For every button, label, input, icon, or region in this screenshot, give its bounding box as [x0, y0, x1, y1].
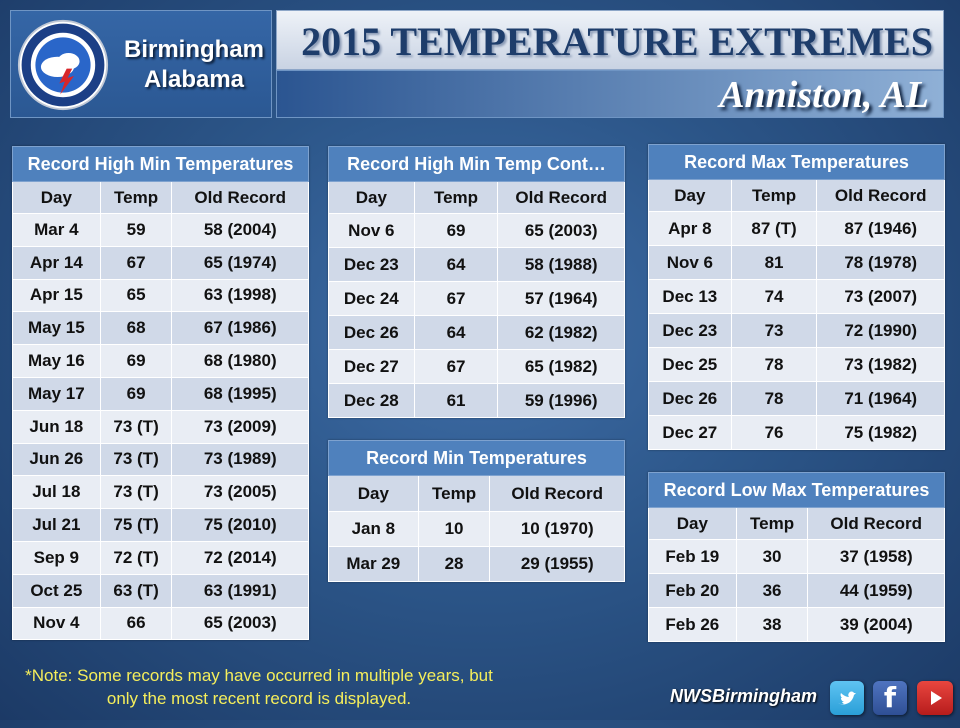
column-header: Day	[649, 180, 732, 212]
old-record-cell: 65 (2003)	[172, 607, 309, 640]
old-record-cell: 44 (1959)	[808, 574, 945, 608]
temp-cell: 61	[414, 384, 498, 418]
day-cell: Dec 13	[649, 280, 732, 314]
table-title: Record High Min Temperatures	[13, 147, 309, 182]
column-header: Old Record	[808, 508, 945, 540]
column-header: Old Record	[498, 182, 625, 214]
temp-cell: 68	[100, 312, 172, 345]
day-cell: Mar 29	[329, 547, 419, 582]
table-row	[649, 540, 945, 574]
old-record-cell: 78 (1978)	[817, 246, 945, 280]
old-record-cell: 72 (2014)	[172, 541, 309, 574]
temp-cell: 65	[100, 279, 172, 312]
old-record-cell: 75 (1982)	[817, 416, 945, 450]
column-header: Temp	[736, 508, 808, 540]
day-cell: Nov 6	[329, 214, 415, 248]
temp-cell: 72 (T)	[100, 541, 172, 574]
table-row	[329, 248, 625, 282]
day-cell: Nov 6	[649, 246, 732, 280]
old-record-cell: 65 (1982)	[498, 350, 625, 384]
old-record-cell: 63 (1998)	[172, 279, 309, 312]
youtube-play-glyph	[917, 681, 953, 715]
temp-cell: 74	[731, 280, 817, 314]
old-record-cell: 73 (2009)	[172, 410, 309, 443]
table-row	[13, 607, 309, 640]
temp-cell: 38	[736, 608, 808, 642]
temp-cell: 59	[100, 214, 172, 247]
old-record-cell: 87 (1946)	[817, 212, 945, 246]
record-high-min-cont-table	[328, 146, 625, 418]
temp-cell: 73	[731, 314, 817, 348]
old-record-cell: 65 (2003)	[498, 214, 625, 248]
day-cell: Jun 26	[13, 443, 101, 476]
day-cell: Nov 4	[13, 607, 101, 640]
column-header: Day	[649, 508, 737, 540]
table-header-row	[649, 180, 945, 212]
old-record-cell: 10 (1970)	[490, 512, 625, 547]
table-row	[329, 316, 625, 350]
day-cell: May 15	[13, 312, 101, 345]
temp-cell: 73 (T)	[100, 410, 172, 443]
table-row	[649, 246, 945, 280]
day-cell: Dec 27	[329, 350, 415, 384]
temp-cell: 78	[731, 382, 817, 416]
record-low-max-table	[648, 472, 945, 642]
day-cell: Apr 14	[13, 246, 101, 279]
old-record-cell: 75 (2010)	[172, 509, 309, 542]
old-record-cell: 59 (1996)	[498, 384, 625, 418]
column-header: Temp	[731, 180, 817, 212]
day-cell: May 17	[13, 377, 101, 410]
table-row	[13, 574, 309, 607]
table-row	[329, 384, 625, 418]
table-row	[13, 214, 309, 247]
day-cell: Jun 18	[13, 410, 101, 443]
day-cell: Mar 4	[13, 214, 101, 247]
temp-cell: 78	[731, 348, 817, 382]
table-row	[329, 214, 625, 248]
old-record-cell: 73 (1982)	[817, 348, 945, 382]
day-cell: Feb 26	[649, 608, 737, 642]
table-row	[329, 282, 625, 316]
column-header: Temp	[414, 182, 498, 214]
temp-cell: 73 (T)	[100, 476, 172, 509]
day-cell: Apr 15	[13, 279, 101, 312]
table-header-row	[329, 476, 625, 512]
footnote: *Note: Some records may have occurred in multiple years, but only the most recent record is displayed.	[25, 666, 493, 708]
day-cell: Dec 28	[329, 384, 415, 418]
social-handle: NWSBirmingham	[670, 686, 818, 706]
old-record-cell: 68 (1980)	[172, 345, 309, 378]
day-cell: Dec 26	[649, 382, 732, 416]
temp-cell: 69	[100, 345, 172, 378]
old-record-cell: 73 (1989)	[172, 443, 309, 476]
table-row	[329, 350, 625, 384]
table-row	[329, 512, 625, 547]
youtube-icon[interactable]	[917, 681, 953, 715]
temp-cell: 36	[736, 574, 808, 608]
day-cell: Dec 26	[329, 316, 415, 350]
column-header: Old Record	[817, 180, 945, 212]
table-row	[13, 345, 309, 378]
page-title: 2015 TEMPERATURE EXTREMES	[301, 19, 933, 64]
table-title: Record Max Temperatures	[649, 145, 945, 180]
old-record-cell: 39 (2004)	[808, 608, 945, 642]
record-max-table	[648, 144, 945, 450]
column-header: Day	[329, 182, 415, 214]
record-high-min-table	[12, 146, 309, 640]
temp-cell: 64	[414, 316, 498, 350]
temp-cell: 63 (T)	[100, 574, 172, 607]
table-row	[13, 509, 309, 542]
table-row	[329, 547, 625, 582]
title-banner	[276, 10, 944, 70]
office-line-1: Birmingham	[123, 36, 264, 63]
old-record-cell: 58 (1988)	[498, 248, 625, 282]
table-row	[13, 377, 309, 410]
twitter-bird-glyph	[830, 681, 864, 715]
column-header: Temp	[418, 476, 490, 512]
day-cell: Dec 23	[329, 248, 415, 282]
column-header: Temp	[100, 182, 172, 214]
table-row	[13, 541, 309, 574]
twitter-icon[interactable]	[830, 681, 864, 715]
table-header-row	[329, 182, 625, 214]
table-row	[649, 212, 945, 246]
day-cell: Feb 20	[649, 574, 737, 608]
temp-cell: 67	[100, 246, 172, 279]
location-title: Anniston, AL	[719, 74, 929, 116]
temp-cell: 75 (T)	[100, 509, 172, 542]
table-row	[13, 246, 309, 279]
day-cell: Sep 9	[13, 541, 101, 574]
old-record-cell: 62 (1982)	[498, 316, 625, 350]
temp-cell: 67	[414, 282, 498, 316]
day-cell: Jul 21	[13, 509, 101, 542]
temp-cell: 66	[100, 607, 172, 640]
old-record-cell: 73 (2007)	[817, 280, 945, 314]
temp-cell: 67	[414, 350, 498, 384]
temp-cell: 30	[736, 540, 808, 574]
table-header-row	[649, 508, 945, 540]
day-cell: Jul 18	[13, 476, 101, 509]
temp-cell: 69	[100, 377, 172, 410]
old-record-cell: 71 (1964)	[817, 382, 945, 416]
table-row	[13, 312, 309, 345]
old-record-cell: 68 (1995)	[172, 377, 309, 410]
day-cell: Oct 25	[13, 574, 101, 607]
table-row	[649, 382, 945, 416]
old-record-cell: 58 (2004)	[172, 214, 309, 247]
temp-cell: 73 (T)	[100, 443, 172, 476]
table-title: Record Low Max Temperatures	[649, 473, 945, 508]
table-row	[649, 314, 945, 348]
office-line-2: Alabama	[143, 66, 245, 93]
office-banner	[10, 10, 272, 118]
temp-cell: 87 (T)	[731, 212, 817, 246]
table-row	[13, 443, 309, 476]
office-name	[119, 35, 269, 95]
column-header: Day	[329, 476, 419, 512]
table-row	[649, 416, 945, 450]
nws-logo-icon	[17, 19, 109, 111]
old-record-cell: 67 (1986)	[172, 312, 309, 345]
column-header: Old Record	[490, 476, 625, 512]
old-record-cell: 72 (1990)	[817, 314, 945, 348]
day-cell: May 16	[13, 345, 101, 378]
table-row	[649, 280, 945, 314]
old-record-cell: 65 (1974)	[172, 246, 309, 279]
table-row	[13, 279, 309, 312]
table-title: Record High Min Temp Cont…	[329, 147, 625, 182]
location-banner	[276, 70, 944, 118]
day-cell: Dec 24	[329, 282, 415, 316]
table-title: Record Min Temperatures	[329, 441, 625, 476]
old-record-cell: 37 (1958)	[808, 540, 945, 574]
day-cell: Feb 19	[649, 540, 737, 574]
table-header-row	[13, 182, 309, 214]
day-cell: Dec 25	[649, 348, 732, 382]
table-row	[649, 574, 945, 608]
table-row	[13, 410, 309, 443]
temp-cell: 81	[731, 246, 817, 280]
table-row	[649, 608, 945, 642]
column-header: Day	[13, 182, 101, 214]
day-cell: Dec 27	[649, 416, 732, 450]
table-row	[649, 348, 945, 382]
day-cell: Dec 23	[649, 314, 732, 348]
old-record-cell: 63 (1991)	[172, 574, 309, 607]
temp-cell: 76	[731, 416, 817, 450]
temp-cell: 64	[414, 248, 498, 282]
temp-cell: 69	[414, 214, 498, 248]
temp-cell: 28	[418, 547, 490, 582]
old-record-cell: 29 (1955)	[490, 547, 625, 582]
day-cell: Jan 8	[329, 512, 419, 547]
day-cell: Apr 8	[649, 212, 732, 246]
facebook-icon[interactable]: f	[873, 681, 907, 715]
temp-cell: 10	[418, 512, 490, 547]
record-min-table	[328, 440, 625, 582]
old-record-cell: 73 (2005)	[172, 476, 309, 509]
table-row	[13, 476, 309, 509]
old-record-cell: 57 (1964)	[498, 282, 625, 316]
column-header: Old Record	[172, 182, 309, 214]
